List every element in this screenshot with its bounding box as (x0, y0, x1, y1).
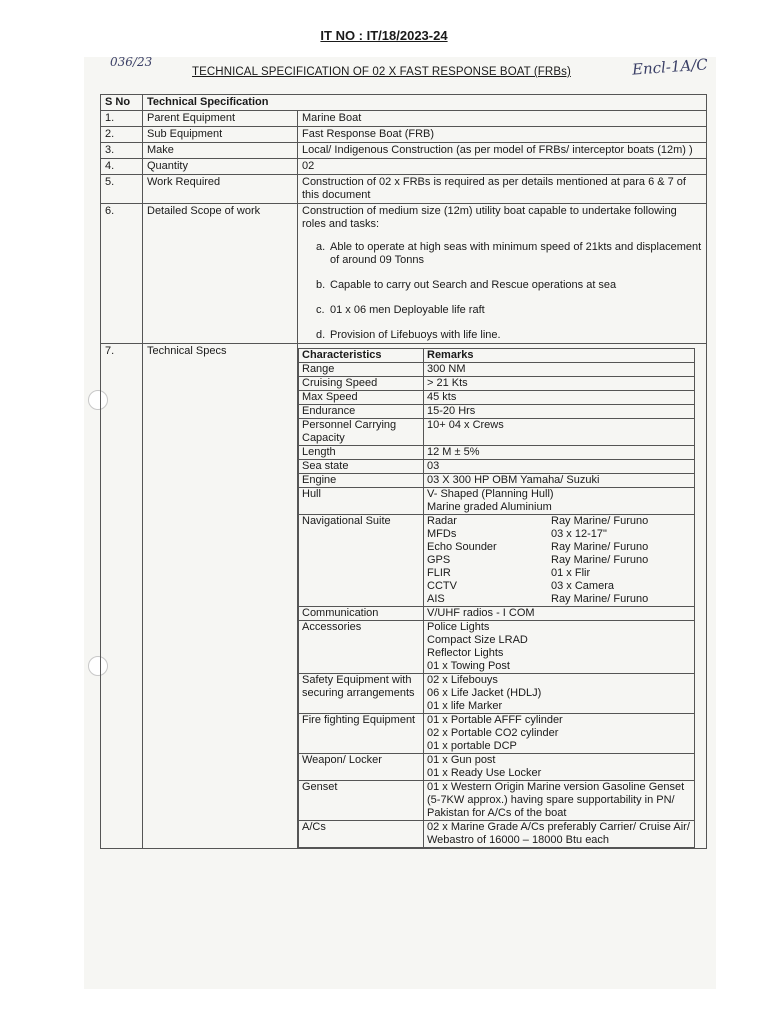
list-item (427, 515, 691, 528)
table-row (299, 446, 695, 460)
row-item: Parent Equipment (143, 111, 298, 127)
navigation-equipment-name: Echo Sounder (427, 541, 497, 553)
header-technical-specification: Technical Specification (143, 95, 707, 111)
scope-intro: Construction of medium size (12m) utility boat capable to undertake following roles and tasks: (302, 205, 677, 230)
role-text: Capable to carry out Search and Rescue operations at sea (330, 279, 617, 291)
role-letter: b. (316, 279, 326, 291)
characteristic-name: Range (299, 363, 424, 377)
row-item: Quantity (143, 159, 298, 175)
table-row (299, 754, 695, 781)
table-row (299, 674, 695, 714)
characteristics-header-row (299, 349, 695, 363)
table-row (299, 474, 695, 488)
row-sno: 2. (101, 127, 143, 143)
row-value: 02 (298, 159, 707, 175)
characteristic-name: Length (299, 446, 424, 460)
characteristic-remark: > 21 Kts (424, 377, 695, 391)
characteristic-name: Accessories (299, 621, 424, 674)
header-sno: S No (101, 95, 143, 111)
characteristic-remark: 10+ 04 x Crews (424, 419, 695, 446)
list-item (316, 329, 702, 342)
row-sno: 7. (101, 344, 143, 849)
row-item: Work Required (143, 175, 298, 204)
row-item: Sub Equipment (143, 127, 298, 143)
navigation-equipment-name: GPS (427, 554, 451, 566)
characteristic-remark: V- Shaped (Planning Hull) Marine graded Aluminium (424, 488, 695, 515)
characteristic-name: Communication (299, 607, 424, 621)
characteristic-remark: 03 (424, 460, 695, 474)
handwritten-enclosure-note: Encl-1A/C (631, 55, 709, 79)
role-text: Provision of Lifebuoys with life line. (330, 329, 501, 341)
characteristic-remark: 02 x Lifebouys 06 x Life Jacket (HDLJ) 01 x life Marker (424, 674, 695, 714)
navigation-equipment-name: MFDs (427, 528, 457, 540)
table-row (299, 621, 695, 674)
role-letter: d. (316, 329, 326, 341)
characteristic-name: Engine (299, 474, 424, 488)
characteristic-name: Cruising Speed (299, 377, 424, 391)
document-title: TECHNICAL SPECIFICATION OF 02 X FAST RESPONSE BOAT (FRBs) (192, 66, 571, 78)
characteristic-remark: Police Lights Compact Size LRAD Reflector Lights 01 x Towing Post (424, 621, 695, 674)
header-characteristics: Characteristics (299, 349, 424, 363)
characteristic-name: Sea state (299, 460, 424, 474)
table-row (101, 143, 707, 159)
navigation-equipment-value: 01 x Flir (551, 567, 591, 579)
characteristic-name: Safety Equipment with securing arrangements (299, 674, 424, 714)
table-row (299, 405, 695, 419)
characteristic-remark: 01 x Portable AFFF cylinder 02 x Portable CO2 cylinder 01 x portable DCP (424, 714, 695, 754)
characteristic-name: Endurance (299, 405, 424, 419)
navigation-equipment-value: Ray Marine/ Furuno (551, 593, 649, 605)
list-item (316, 241, 702, 267)
row-item: Make (143, 143, 298, 159)
table-row (101, 175, 707, 204)
navigation-equipment-value: Ray Marine/ Furuno (551, 554, 649, 566)
row-sno: 3. (101, 143, 143, 159)
list-item (427, 541, 691, 554)
row-item: Technical Specs (143, 344, 298, 849)
table-row (299, 363, 695, 377)
characteristic-name: Navigational Suite (299, 515, 424, 607)
navigational-suite-row (299, 515, 695, 607)
table-row (299, 607, 695, 621)
characteristic-remark: 01 x Western Origin Marine version Gasoline Genset (5-7KW approx.) having spare supportability in PN/ Pakistan for A/Cs of the boat (424, 781, 695, 821)
navigation-equipment-name: FLIR (427, 567, 451, 579)
role-letter: c. (316, 304, 325, 316)
row-item: Detailed Scope of work (143, 204, 298, 344)
characteristic-name: Max Speed (299, 391, 424, 405)
characteristic-name: Weapon/ Locker (299, 754, 424, 781)
handwritten-reference: 036/23 (110, 55, 153, 69)
navigation-equipment-name: AIS (427, 593, 445, 605)
row-sno: 5. (101, 175, 143, 204)
role-letter: a. (316, 241, 326, 253)
list-item (316, 279, 702, 292)
roles-list (302, 241, 702, 342)
table-row (299, 460, 695, 474)
navigation-equipment-value: 03 x 12-17" (551, 528, 607, 540)
list-item (427, 567, 691, 580)
characteristics-table (298, 348, 695, 848)
table-row (299, 377, 695, 391)
characteristic-name: Personnel Carrying Capacity (299, 419, 424, 446)
characteristic-remark: 15-20 Hrs (424, 405, 695, 419)
row-sno: 4. (101, 159, 143, 175)
table-row (299, 391, 695, 405)
characteristic-remark: 45 kts (424, 391, 695, 405)
row-sno: 6. (101, 204, 143, 344)
list-item (427, 554, 691, 567)
table-row (101, 127, 707, 143)
characteristic-remark: 300 NM (424, 363, 695, 377)
role-text: Able to operate at high seas with minimum speed of 21kts and displacement of around 09 Tonns (330, 241, 702, 266)
characteristic-remark: 12 M ± 5% (424, 446, 695, 460)
table-row (101, 111, 707, 127)
list-item (427, 580, 691, 593)
characteristic-remark: 01 x Gun post 01 x Ready Use Locker (424, 754, 695, 781)
technical-specs-cell (298, 344, 707, 849)
row-value: Fast Response Boat (FRB) (298, 127, 707, 143)
scope-cell (298, 204, 707, 344)
characteristic-remark: 02 x Marine Grade A/Cs preferably Carrier/ Cruise Air/ Webastro of 16000 – 18000 Btu each (424, 821, 695, 848)
row-value: Local/ Indigenous Construction (as per model of FRBs/ interceptor boats (12m) ) (298, 143, 707, 159)
navigation-equipment-value: Ray Marine/ Furuno (551, 515, 649, 527)
table-row (299, 821, 695, 848)
navigation-equipment-value: 03 x Camera (551, 580, 614, 592)
table-row (101, 159, 707, 175)
characteristic-remark: 03 X 300 HP OBM Yamaha/ Suzuki (424, 474, 695, 488)
list-item (316, 304, 702, 317)
characteristic-name: Hull (299, 488, 424, 515)
row-value: Marine Boat (298, 111, 707, 127)
characteristic-name: Genset (299, 781, 424, 821)
technical-specs-row (101, 344, 707, 849)
role-text: 01 x 06 men Deployable life raft (330, 304, 485, 316)
list-item (427, 593, 691, 606)
row-sno: 1. (101, 111, 143, 127)
table-row (299, 714, 695, 754)
characteristics-group-1 (299, 363, 695, 515)
it-number-heading: IT NO : IT/18/2023-24 (320, 28, 448, 43)
list-item (427, 528, 691, 541)
characteristics-group-2 (299, 607, 695, 848)
table-row (299, 488, 695, 515)
characteristic-remark: V/UHF radios - I COM (424, 607, 695, 621)
navigation-equipment-name: CCTV (427, 580, 457, 592)
header-remarks: Remarks (424, 349, 695, 363)
characteristic-name: A/Cs (299, 821, 424, 848)
table-row (299, 781, 695, 821)
scope-row (101, 204, 707, 344)
navigational-suite-items (424, 515, 695, 607)
specification-table (100, 94, 707, 849)
navigation-equipment-name: Radar (427, 515, 457, 527)
characteristic-name: Fire fighting Equipment (299, 714, 424, 754)
table-row (299, 419, 695, 446)
row-value: Construction of 02 x FRBs is required as per details mentioned at para 6 & 7 of this document (298, 175, 707, 204)
navigation-equipment-value: Ray Marine/ Furuno (551, 541, 649, 553)
table-header-row (101, 95, 707, 111)
